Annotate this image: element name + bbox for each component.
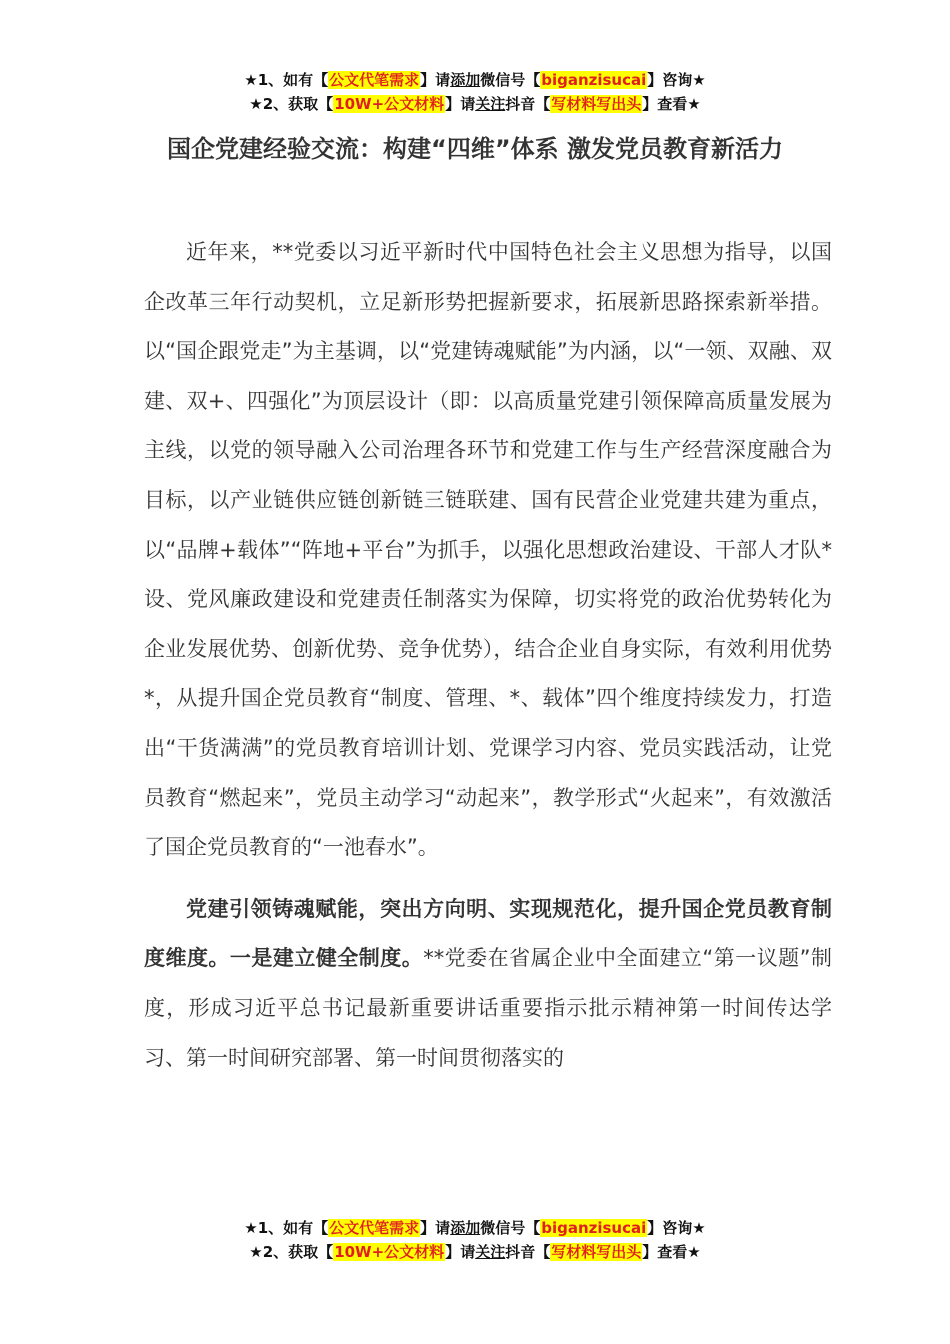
footer-banner [0, 1216, 950, 1264]
banner-highlight: 公文代笔需求 [329, 1219, 420, 1237]
banner-underline: 添加 [450, 71, 481, 89]
banner-text: ★2、获取【 [249, 1243, 334, 1261]
banner-highlight: 写材料写出头 [551, 95, 642, 113]
section-heading: 党建引领铸魂赋能，突出方向明、实现规范化，提升国企党员教育制度维度。一是建立健全制度。 [144, 896, 832, 971]
banner-text: 】查看★ [642, 1243, 701, 1261]
paragraph-text: **党委在省属企业中全面建立“第一议题”制度，形成习近平总书记最新重要讲话重要指示批示精神第一时间传达学习、第一时间研究部署、第一时间贯彻落实的 [144, 946, 833, 1070]
banner-line-2 [0, 92, 950, 116]
document-body [144, 228, 832, 1095]
banner-text: 】请 [445, 95, 476, 113]
banner-text: 】咨询★ [647, 1219, 706, 1237]
document-title: 国企党建经验交流：构建“四维”体系 激发党员教育新活力 [167, 135, 783, 163]
banner-text: 抖音【 [505, 1243, 551, 1261]
banner-text: 】咨询★ [647, 71, 706, 89]
banner-line-1 [0, 1216, 950, 1240]
banner-highlight: 10W+公文材料 [334, 1243, 445, 1261]
banner-text: 】请 [420, 71, 451, 89]
banner-highlight: 公文代笔需求 [329, 71, 420, 89]
banner-text: 】查看★ [642, 95, 701, 113]
header-banner [0, 68, 950, 116]
banner-text: 】请 [420, 1219, 451, 1237]
banner-text: ★1、如有【 [244, 71, 329, 89]
banner-text: ★2、获取【 [249, 95, 334, 113]
banner-text: 抖音【 [505, 95, 551, 113]
banner-underline: 添加 [450, 1219, 481, 1237]
banner-text: 微信号【 [480, 1219, 541, 1237]
banner-line-1 [0, 68, 950, 92]
banner-text: 】请 [445, 1243, 476, 1261]
banner-underline: 关注 [475, 1243, 506, 1261]
banner-line-2 [0, 1240, 950, 1264]
banner-underline: 关注 [475, 95, 506, 113]
banner-highlight: 写材料写出头 [551, 1243, 642, 1261]
banner-highlight: biganzisucai [541, 1219, 647, 1237]
banner-highlight: biganzisucai [541, 71, 647, 89]
banner-highlight: 10W+公文材料 [334, 95, 445, 113]
banner-text: 微信号【 [480, 71, 541, 89]
banner-text: ★1、如有【 [244, 1219, 329, 1237]
paragraph-section-1 [144, 885, 832, 1083]
paragraph-intro: 近年来，**党委以习近平新时代中国特色社会主义思想为指导，以国企改革三年行动契机，立足新形势把握新要求，拓展新思路探索新举措。以“国企跟党走”为主基调，以“党建铸魂赋能”为内涵，以“一领、双融、双建、双+、四强化”为顶层设计（即：以高质量党建引领保障高质量发展为主线，以党的领导融入公司治理各环节和党建工作与生产经营深度融合为目标，以产业链供应链创新链三链联建、国有民营企业党建共建为重点，以“品牌+载体”“阵地+平台”为抓手，以强化思想政治建设、干部人才队*设、党风廉政建设和党建责任制落实为保障，切实将党的政治优势转化为企业发展优势、创新优势、竞争优势），结合企业自身实际，有效利用优势*，从提升国企党员教育“制度、管理、*、载体”四个维度持续发力，打造出“干货满满”的党员教育培训计划、党课学习内容、党员实践活动，让党员教育“燃起来”，党员主动学习“动起来”，教学形式“火起来”，有效激活了国企党员教育的“一池春水”。 [144, 240, 832, 860]
